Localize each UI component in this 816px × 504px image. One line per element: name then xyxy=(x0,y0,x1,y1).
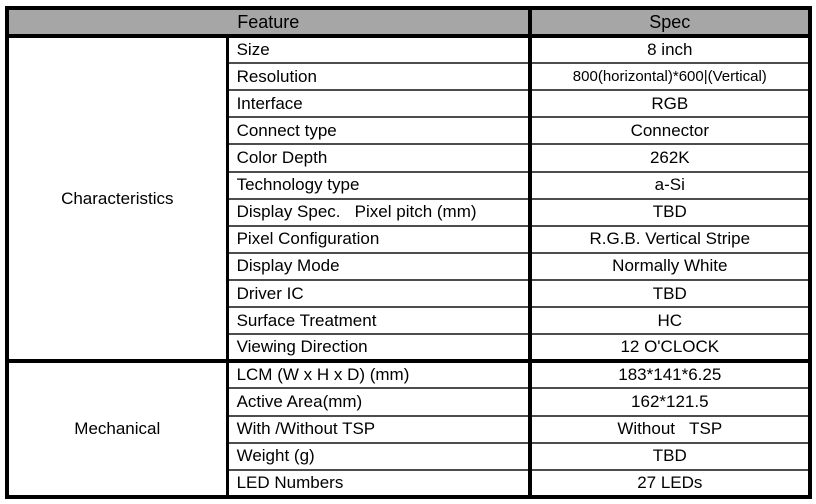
feature-cell: Display Mode xyxy=(227,253,530,280)
feature-cell: Driver IC xyxy=(227,280,530,307)
feature-cell: Resolution xyxy=(227,63,530,90)
feature-cell: Surface Treatment xyxy=(227,307,530,334)
header-spec: Spec xyxy=(530,8,810,36)
feature-cell: Display Spec. Pixel pitch (mm) xyxy=(227,199,530,226)
table-row xyxy=(7,361,810,388)
spec-cell: 8 inch xyxy=(530,36,810,63)
section-label-mechanical: Mechanical xyxy=(7,361,227,497)
feature-cell: LCM (W x H x D) (mm) xyxy=(227,361,530,388)
header-row xyxy=(7,8,810,36)
feature-cell: LED Numbers xyxy=(227,470,530,497)
header-feature: Feature xyxy=(7,8,530,36)
feature-cell: With /Without TSP xyxy=(227,416,530,443)
feature-cell: Active Area(mm) xyxy=(227,388,530,415)
feature-cell: Pixel Configuration xyxy=(227,226,530,253)
feature-cell: Color Depth xyxy=(227,144,530,171)
spec-cell: 27 LEDs xyxy=(530,470,810,497)
spec-cell: 183*141*6.25 xyxy=(530,361,810,388)
spec-cell: R.G.B. Vertical Stripe xyxy=(530,226,810,253)
feature-cell: Weight (g) xyxy=(227,443,530,470)
spec-cell: Connector xyxy=(530,117,810,144)
table-row xyxy=(7,36,810,63)
spec-table xyxy=(5,6,812,499)
spec-cell: RGB xyxy=(530,90,810,117)
spec-cell: 800(horizontal)*600|(Vertical) xyxy=(530,63,810,90)
spec-cell: HC xyxy=(530,307,810,334)
section-label-characteristics: Characteristics xyxy=(7,36,227,361)
spec-cell: 262K xyxy=(530,144,810,171)
spec-cell: 162*121.5 xyxy=(530,388,810,415)
feature-cell: Viewing Direction xyxy=(227,334,530,361)
feature-cell: Size xyxy=(227,36,530,63)
spec-cell: TBD xyxy=(530,280,810,307)
spec-cell: TBD xyxy=(530,199,810,226)
feature-cell: Technology type xyxy=(227,172,530,199)
spec-cell: Without TSP xyxy=(530,416,810,443)
spec-cell: Normally White xyxy=(530,253,810,280)
spec-cell: a-Si xyxy=(530,172,810,199)
feature-cell: Interface xyxy=(227,90,530,117)
spec-cell: 12 O'CLOCK xyxy=(530,334,810,361)
feature-cell: Connect type xyxy=(227,117,530,144)
spec-cell: TBD xyxy=(530,443,810,470)
